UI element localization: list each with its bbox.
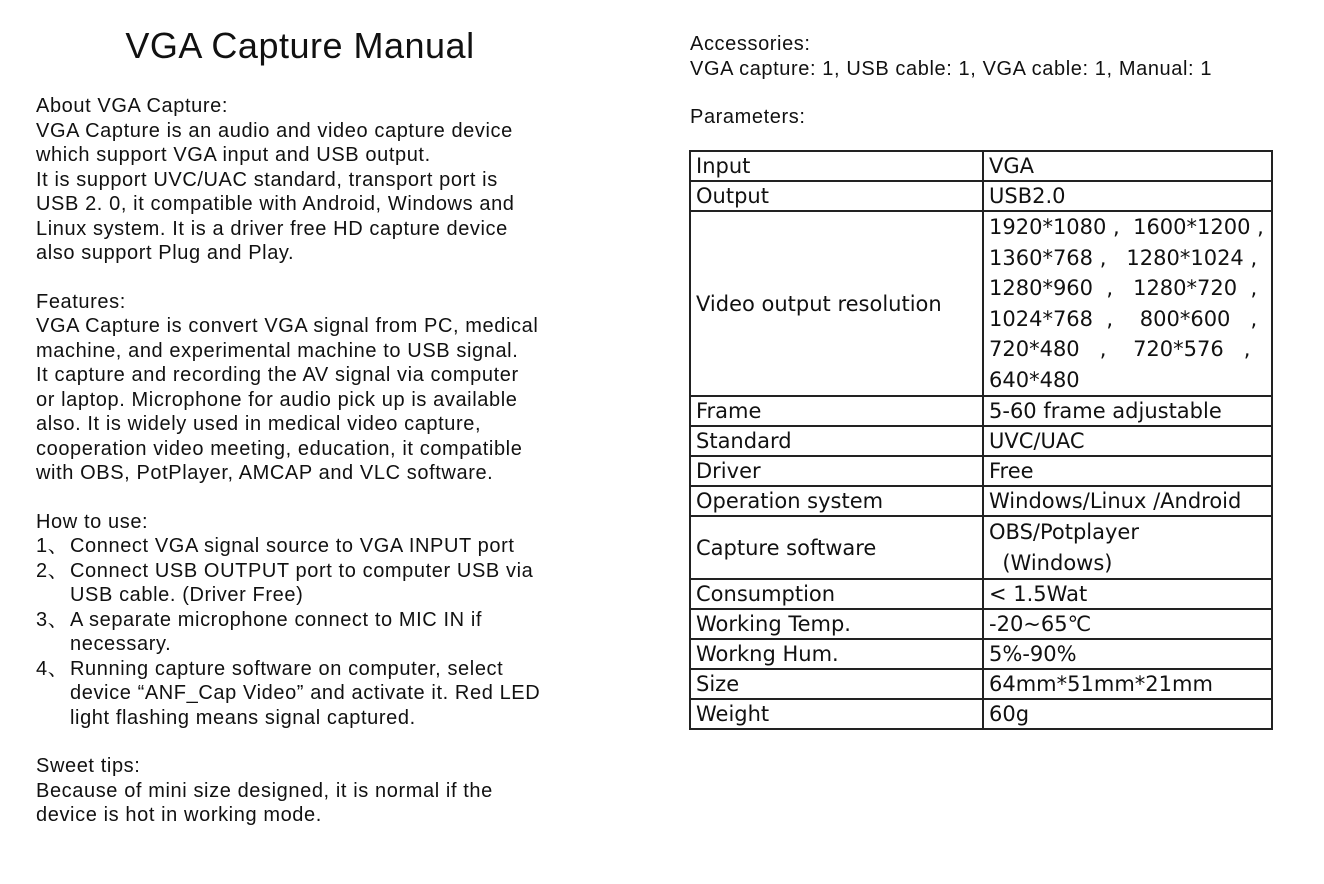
about-line: VGA Capture is an audio and video capture device (36, 119, 513, 142)
features-line: also. It is widely used in medical video capture, (36, 413, 482, 435)
param-value: UVC/UAC (983, 426, 1272, 456)
table-row (690, 426, 1272, 456)
features-line: cooperation video meeting, education, it compatible (36, 437, 523, 460)
sweet-tips-line: device is hot in working mode. (36, 804, 322, 826)
about-line: Linux system. It is a driver free HD capture device (36, 217, 508, 240)
parameters-heading: Parameters: (690, 106, 806, 128)
parameters-table (689, 150, 1273, 730)
table-row (690, 396, 1272, 426)
about-section (36, 94, 636, 266)
param-value: 1920*1080 , 1600*1200 , 1360*768 , 1280*1024 , 1280*960 , 1280*720 , 1024*768 , 800*600 , 720*480 , 720*576 , 640*480 (983, 211, 1272, 396)
left-column (36, 24, 636, 828)
step-line: necessary. (70, 633, 172, 655)
about-line: USB 2. 0, it compatible with Android, Windows and (36, 193, 515, 215)
param-value: < 1.5Wat (983, 579, 1272, 609)
param-label: Input (690, 151, 983, 181)
step-number: 1、 (36, 535, 69, 557)
about-line: also support Plug and Play. (36, 242, 295, 264)
how-to-use-heading: How to use: (36, 510, 149, 533)
accessories-text: VGA capture: 1, USB cable: 1, VGA cable: 1, Manual: 1 (690, 57, 1213, 80)
param-value: VGA (983, 151, 1272, 181)
step-line: A separate microphone connect to MIC IN if (70, 608, 483, 631)
param-label: Output (690, 181, 983, 211)
table-row (690, 211, 1272, 396)
param-label: Size (690, 669, 983, 699)
table-row (690, 181, 1272, 211)
accessories-heading: Accessories: (690, 33, 811, 55)
step-line: device “ANF_Cap Video” and activate it. Red LED (70, 682, 541, 704)
param-value: Free (983, 456, 1272, 486)
step-line: USB cable. (Driver Free) (70, 584, 304, 606)
step-line: light flashing means signal captured. (70, 706, 416, 729)
step-number: 3、 (36, 608, 69, 631)
features-line: with OBS, PotPlayer, AMCAP and VLC software. (36, 462, 494, 484)
param-value: -20~65℃ (983, 609, 1272, 639)
param-label: Video output resolution (690, 211, 983, 396)
table-row (690, 609, 1272, 639)
step-line: Running capture software on computer, select (70, 657, 504, 680)
param-value: OBS/Potplayer (Windows) (983, 516, 1272, 579)
right-column (690, 32, 1310, 130)
step-line: Connect USB OUTPUT port to computer USB via (70, 559, 534, 582)
features-section (36, 290, 636, 486)
param-label: Driver (690, 456, 983, 486)
table-row (690, 456, 1272, 486)
param-label: Workng Hum. (690, 639, 983, 669)
features-heading: Features: (36, 290, 126, 313)
table-row (690, 579, 1272, 609)
table-row (690, 151, 1272, 181)
page-title: VGA Capture Manual (125, 25, 475, 66)
about-line: which support VGA input and USB output. (36, 144, 431, 166)
param-label: Consumption (690, 579, 983, 609)
table-row (690, 669, 1272, 699)
table-row (690, 699, 1272, 729)
step-line: Connect VGA signal source to VGA INPUT port (70, 535, 515, 557)
sweet-tips-line: Because of mini size designed, it is normal if the (36, 779, 493, 802)
param-label: Capture software (690, 516, 983, 579)
param-label: Working Temp. (690, 609, 983, 639)
step-number: 2、 (36, 559, 69, 582)
param-value: 5%-90% (983, 639, 1272, 669)
step-number: 4、 (36, 657, 69, 680)
param-value: 5-60 frame adjustable (983, 396, 1272, 426)
features-line: machine, and experimental machine to USB signal. (36, 339, 519, 362)
param-label: Operation system (690, 486, 983, 516)
table-row (690, 516, 1272, 579)
features-line: or laptop. Microphone for audio pick up is available (36, 388, 518, 411)
step-item (36, 534, 636, 559)
step-item (36, 559, 636, 608)
sweet-tips-section (36, 754, 636, 828)
param-value: Windows/Linux /Android (983, 486, 1272, 516)
step-item (36, 608, 636, 657)
about-line: It is support UVC/UAC standard, transport port is (36, 168, 498, 191)
param-value: 60g (983, 699, 1272, 729)
sweet-tips-heading: Sweet tips: (36, 755, 141, 777)
features-line: VGA Capture is convert VGA signal from PC, medical (36, 315, 539, 337)
param-label: Frame (690, 396, 983, 426)
about-heading: About VGA Capture: (36, 95, 229, 117)
how-to-use-section (36, 510, 636, 731)
steps-list (36, 534, 636, 730)
features-line: It capture and recording the AV signal via computer (36, 364, 519, 386)
param-value: 64mm*51mm*21mm (983, 669, 1272, 699)
table-row (690, 639, 1272, 669)
param-label: Weight (690, 699, 983, 729)
param-value: USB2.0 (983, 181, 1272, 211)
step-item (36, 657, 636, 731)
param-label: Standard (690, 426, 983, 456)
table-row (690, 486, 1272, 516)
